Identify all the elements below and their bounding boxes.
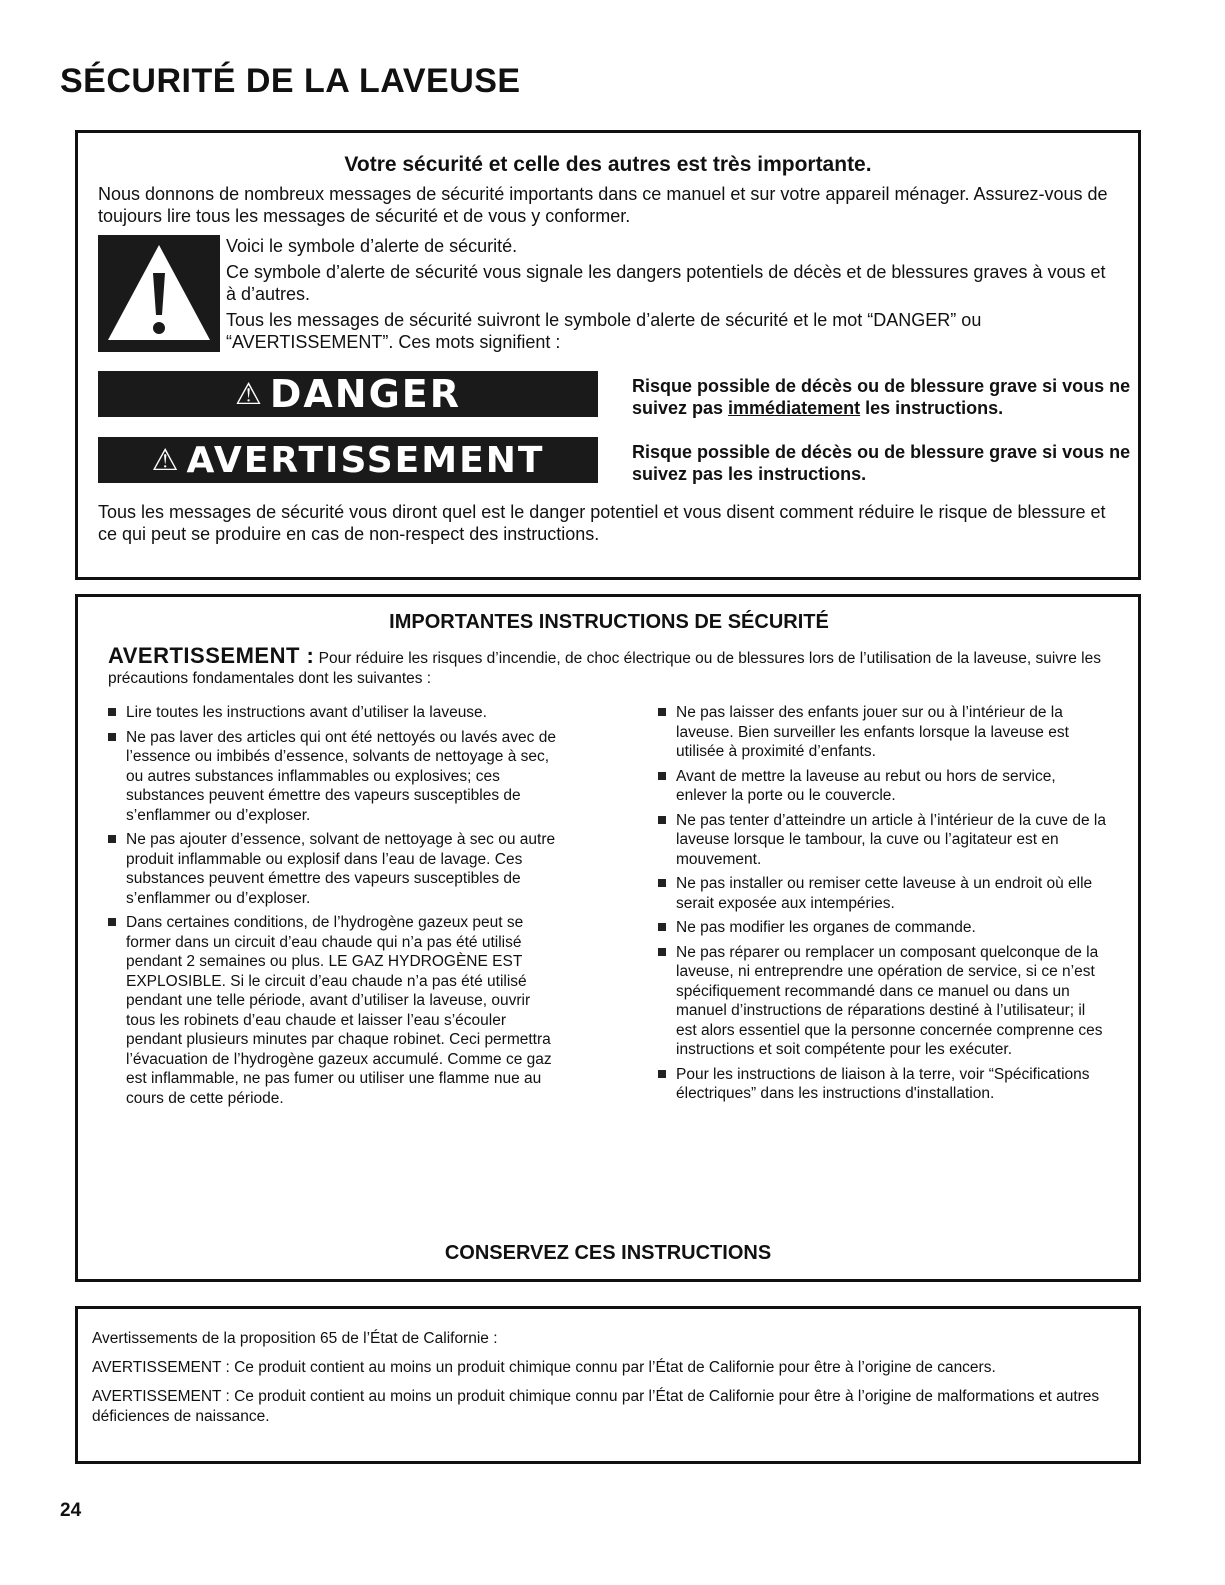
list-item: Dans certaines conditions, de l’hydrogène gazeux peut se former dans un circuit d’eau chaude qui n’a pas été utilisé pendant 2 semaines ou plus. LE GAZ HYDROGÈNE EST EXPLOSIBLE. Si le circuit d’eau chaude n’a pas été utilisé pendant une telle période, avant d’utiliser la laveuse, ouvrir tous les robinets d’eau chaude et laisser l’eau s’écouler pendant plusieurs minutes par chaque robinet. Ceci permettra l’évacuation de l’hydrogène gazeux accumulé. Comme ce gaz est inflammable, ne pas fumer ou utiliser une flamme nue au cours de cette période. xyxy=(108,913,560,1108)
safety-intro: Nous donnons de nombreux messages de sécurité importants dans ce manuel et sur votre appareil ménager. Assurez-vous de toujours lire tous les messages de sécurité et de vous y conformer. xyxy=(98,184,1108,226)
warning-triangle-icon: ⚠ xyxy=(151,442,181,478)
page-title: SÉCURITÉ DE LA LAVEUSE xyxy=(60,62,521,100)
alert-lines xyxy=(226,235,1118,353)
list-item: Ne pas tenter d’atteindre un article à l’intérieur de la cuve de la laveuse lorsque le tambour, la cuve ou l’agitateur est en mouvement. xyxy=(658,811,1110,870)
prop65-box xyxy=(75,1306,1141,1464)
list-item: Ne pas ajouter d’essence, solvant de nettoyage à sec ou autre produit inflammable ou explosif dans l’eau de lavage. Ces substances peuvent émettre des vapeurs susceptibles de s’enflammer ou d’exploser. xyxy=(108,830,560,908)
danger-desc-after: les instructions. xyxy=(860,398,1004,418)
prop65-warning: AVERTISSEMENT : Ce produit contient au moins un produit chimique connu par l’État de Californie pour être à l’origine de malformations et autres déficiences de naissance. xyxy=(92,1388,1100,1425)
left-column xyxy=(108,703,560,1113)
avertissement-description: Risque possible de décès ou de blessure grave si vous ne suivez pas les instructions. xyxy=(632,442,1131,484)
safety-alert-icon xyxy=(98,235,220,352)
safety-heading: Votre sécurité et celle des autres est très importante. xyxy=(344,153,872,176)
conserve-instructions: CONSERVEZ CES INSTRUCTIONS xyxy=(444,1242,772,1264)
alert-line: Voici le symbole d’alerte de sécurité. xyxy=(226,236,518,256)
list-item: Ne pas laver des articles qui ont été nettoyés ou lavés avec de l’essence ou imbibés d’essence, solvants de nettoyage à sec, ou autres substances inflammables ou explosives; ces substances peuvent émettre des vapeurs susceptibles de s’enflammer ou d’exploser. xyxy=(108,728,560,826)
safety-outro: Tous les messages de sécurité vous diront quel est le danger potentiel et vous disent comment réduire le risque de blessure et ce qui peut se produire en cas de non-respect des instructions. xyxy=(98,502,1106,544)
list-item: Ne pas réparer ou remplacer un composant quelconque de la laveuse, ni entreprendre une opération de service, si ce n’est spécifiquement recommandé dans ce manuel ou dans un manuel d’instructions de réparations destiné à l’utilisateur; il est alors essentiel que la personne concernée comprenne ces instructions et soit compétente pour les exécuter. xyxy=(658,943,1110,1060)
list-item: Avant de mettre la laveuse au rebut ou hors de service, enlever la porte ou le couvercle. xyxy=(658,767,1110,806)
list-item: Ne pas modifier les organes de commande. xyxy=(658,918,1110,938)
signal-words xyxy=(98,371,1131,491)
list-item: Ne pas installer ou remiser cette laveuse à un endroit où elle serait exposée aux intempéries. xyxy=(658,874,1110,913)
list-item: Ne pas laisser des enfants jouer sur ou à l’intérieur de la laveuse. Bien surveiller les enfants lorsque la laveuse est utilisée à proximité d’enfants. xyxy=(658,703,1110,762)
alert-symbol-row xyxy=(98,235,1118,357)
avertissement-banner xyxy=(98,437,598,483)
page-number: 24 xyxy=(60,1500,82,1521)
right-column xyxy=(658,703,1110,1113)
warning-label: AVERTISSEMENT : xyxy=(108,643,315,668)
avertissement-label: AVERTISSEMENT xyxy=(186,439,545,481)
danger-desc-emphasis: immédiatement xyxy=(728,398,861,418)
instructions-box xyxy=(75,594,1141,1282)
safety-box xyxy=(75,130,1141,580)
instructions-warning xyxy=(108,643,1110,689)
danger-desc-before: Risque possible de décès ou de blessure grave si vous ne suivez pas xyxy=(632,376,1131,418)
prop65-title: Avertissements de la proposition 65 de l’État de Californie : xyxy=(92,1330,498,1347)
instructions-heading: IMPORTANTES INSTRUCTIONS DE SÉCURITÉ xyxy=(389,611,829,633)
danger-description xyxy=(632,375,1152,419)
danger-label: DANGER xyxy=(269,372,462,416)
alert-line: Tous les messages de sécurité suivront le symbole d’alerte de sécurité et le mot “DANGER” ou “AVERTISSEMENT”. Ces mots signifient : xyxy=(226,310,982,352)
warning-text: Pour réduire les risques d’incendie, de choc électrique ou de blessures lors de l’utilisation de la laveuse, suivre les précautions fondamentales dont les suivantes : xyxy=(108,650,1101,687)
alert-line: Ce symbole d’alerte de sécurité vous signale les dangers potentiels de décès et de blessures graves à vous et à d’autres. xyxy=(226,262,1106,304)
prop65-warning: AVERTISSEMENT : Ce produit contient au moins un produit chimique connu par l’État de Californie pour être à l’origine de cancers. xyxy=(92,1359,996,1376)
warning-triangle-icon: ⚠ xyxy=(234,376,264,412)
instruction-columns xyxy=(108,703,1110,1113)
list-item: Pour les instructions de liaison à la terre, voir “Spécifications électriques” dans les instructions d'installation. xyxy=(658,1065,1110,1104)
list-item: Lire toutes les instructions avant d’utiliser la laveuse. xyxy=(108,703,560,723)
danger-banner xyxy=(98,371,598,417)
